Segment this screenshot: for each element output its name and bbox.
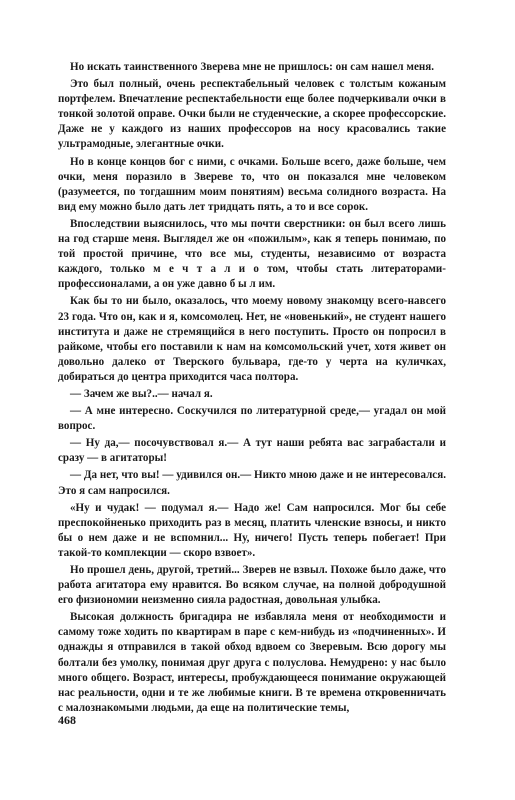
paragraph: — Да нет, что вы! — удивился он.— Никто мною даже и не интересовался. Это я сам напросился. [58,469,446,497]
paragraph: — А мне интересно. Соскучился по литературной среде,— угадал он мой вопрос. [58,405,446,433]
paragraph: Как бы то ни было, оказалось, что моему новому знакомцу всего-навсего 23 года. Что он, как и я, комсомолец. Нет, не «новенький», не студент нашего института и даже не стремящийся в него поступить. Просто он попросил в райкоме, чтобы его поставили к нам на комсомольский учет, хотя живет он довольно далеко от Тверского бульвара, где-то у черта на куличках, добираться до центра приходится часа полтора. [58,295,446,383]
paragraph: Но прошел день, другой, третий... Зверев не взвыл. Похоже было даже, что работа агитатора ему нравится. Во всяком случае, на полной добродушной его физиономии неизменно сияла радостная, довольная улыбка. [58,564,446,607]
paragraph: Высокая должность бригадира не избавляла меня от необходимости и самому тоже ходить по квартирам в паре с кем-нибудь из «подчиненных». И однажды я отправился в такой обход вдвоем со Зверевым. Всю дорогу мы болтали без умолку, понимая друг друга с полуслова. Немудрено: у нас было много общего. Возраст, интересы, пробуждающееся понимание окружающей нас реальности, одни и те же любимые книги. В те времена откровенничать с малознакомыми людьми, да еще на политические темы, [58,611,446,714]
paragraph: Но искать таинственного Зверева мне не пришлось: он сам нашел меня. [70,61,435,73]
page-number: 468 [58,713,76,727]
page-text [58,60,446,718]
paragraph: Но в конце концов бог с ними, с очками. Больше всего, даже больше, чем очки, меня поразило в Звереве то, что он показался мне человеком (разумеется, по тогдашним моим понятиям) весьма солидного возраста. На вид ему можно было дать лет тридцать пять, а то и все сорок. [58,155,446,213]
paragraph: Впоследствии выяснилось, что мы почти сверстники: он был всего лишь на год старше меня. Выглядел же он «пожилым», как я теперь понимаю, по той простой причине, что все мы, студенты, независимо от возраста каждого, только м е ч т а л и о том, чтобы стать литераторами-профессионалами, а он уже давно б ы л им. [58,217,446,291]
paragraph: — Зачем же вы?..— начал я. [70,387,213,400]
paragraph: — Ну да,— посочувствовал я.— А тут наши ребята вас заграбастали и сразу — в агитаторы! [58,437,446,465]
paragraph: Это был полный, очень респектабельный человек с толстым кожаным портфелем. Впечатление респектабельности еще более подчеркивали очки в тонкой золотой оправе. Очки были не студенческие, а скорее профессорские. Даже не у каждого из наших профессоров на носу красовались такие ультрамодные, элегантные очки. [58,78,446,151]
paragraph: «Ну и чудак! — подумал я.— Надо же! Сам напросился. Мог бы себе преспокойненько приходить раз в месяц, платить членские взносы, и никто бы о нем даже и не вспомнил... Ну, ничего! Пусть теперь побегает! При такой-то комплекции — скоро взвоет». [58,501,446,559]
